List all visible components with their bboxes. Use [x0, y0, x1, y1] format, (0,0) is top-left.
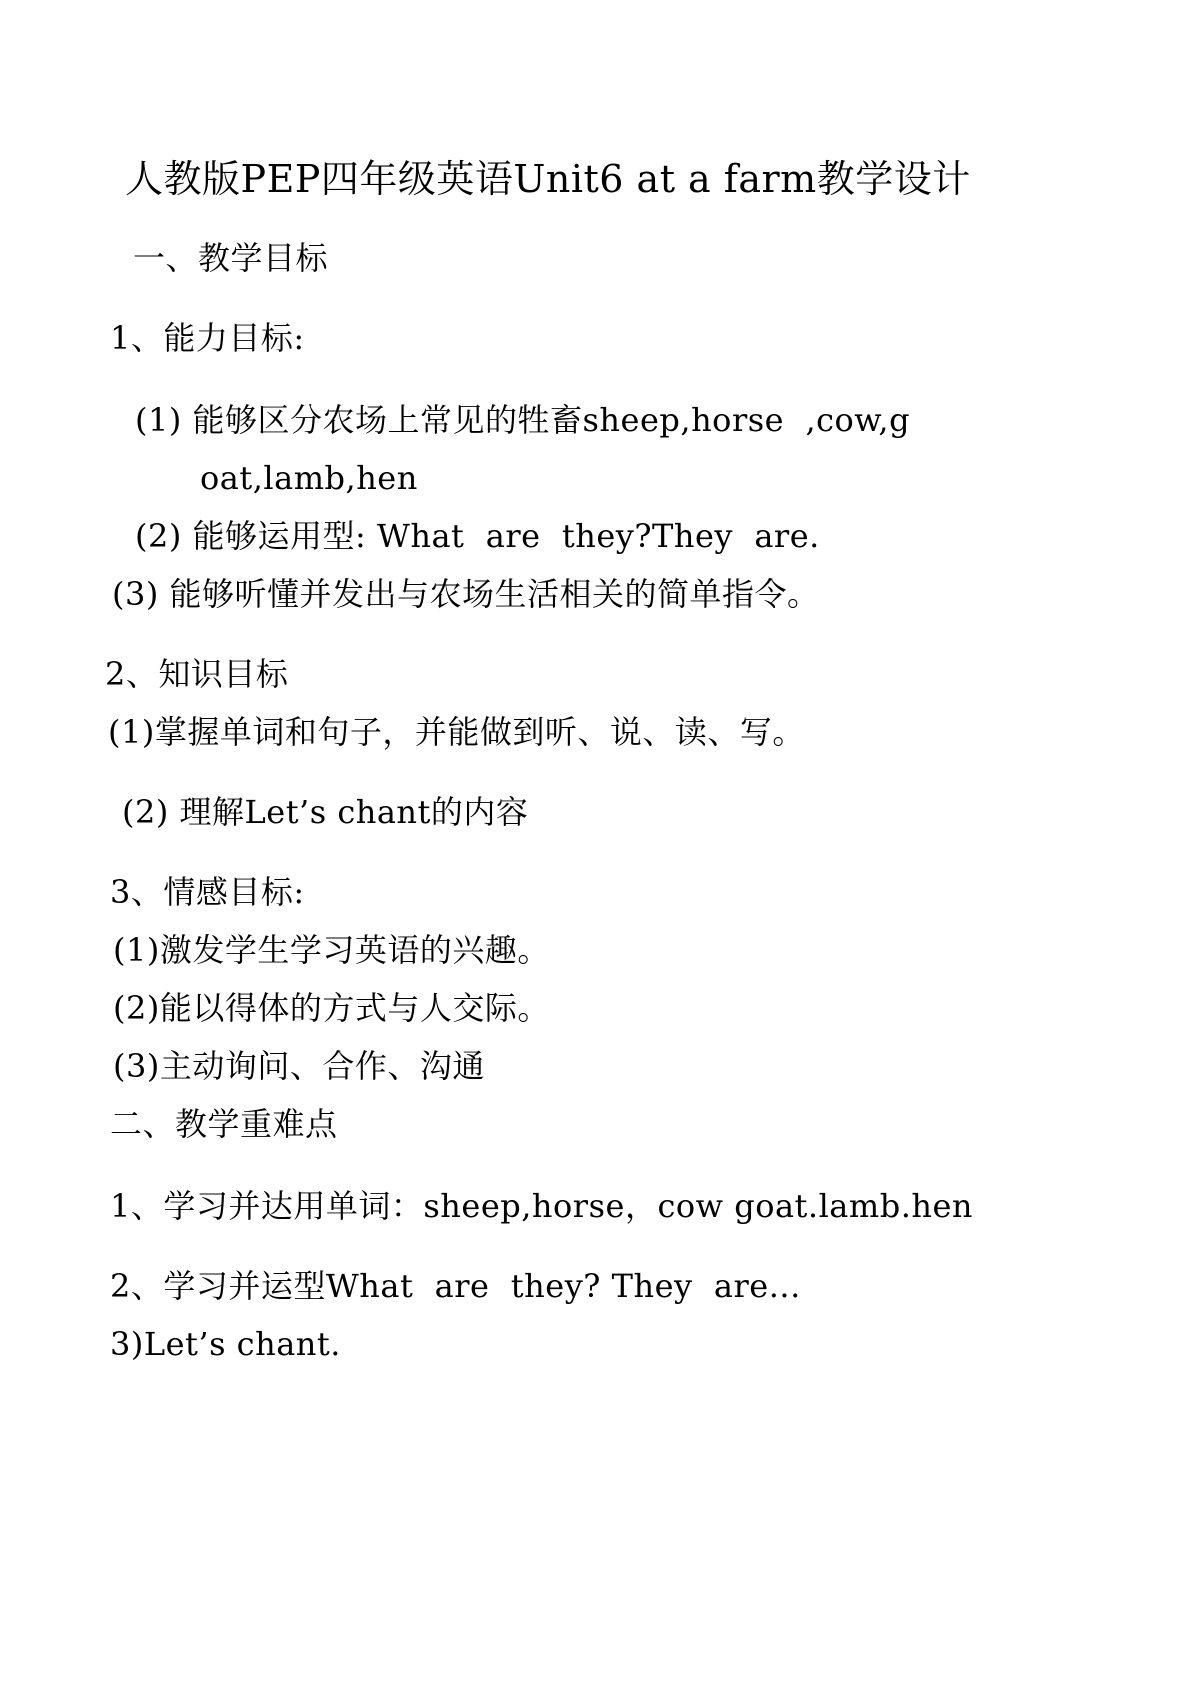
- subheading-knowledge-goals: 2、知识目标: [105, 655, 289, 693]
- ability-goal-3: (3) 能够听懂并发出与农场生活相关的简单指令。: [112, 575, 820, 613]
- ability-goal-1-continued: oat,lamb,hen: [200, 459, 418, 497]
- key-point-3: 3)Let’s chant.: [110, 1325, 341, 1363]
- section-heading-teaching-goals: 一、教学目标: [133, 239, 329, 277]
- emotional-goal-1: (1)激发学生学习英语的兴趣。: [113, 931, 550, 969]
- section-heading-key-points: 二、教学重难点: [110, 1105, 338, 1143]
- knowledge-goal-2: (2) 理解Let’s chant的内容: [122, 793, 529, 831]
- document-title: 人教版PEP四年级英语Unit6 at a farm教学设计: [125, 157, 971, 201]
- emotional-goal-3: (3)主动询问、合作、沟通: [113, 1047, 485, 1085]
- subheading-ability-goals: 1、能力目标:: [110, 319, 305, 357]
- key-point-2: 2、学习并运型What are they? They are...: [110, 1267, 801, 1305]
- knowledge-goal-1: (1)掌握单词和句子，并能做到听、说、读、写。: [108, 713, 805, 751]
- subheading-emotional-goals: 3、情感目标:: [110, 873, 305, 911]
- emotional-goal-2: (2)能以得体的方式与人交际。: [113, 989, 550, 1027]
- ability-goal-2: (2) 能够运用型: What are they?They are.: [135, 517, 820, 555]
- ability-goal-1: (1) 能够区分农场上常见的牲畜sheep,horse ,cow,g: [135, 401, 911, 439]
- key-point-1: 1、学习并达用单词：sheep,horse，cow goat.lamb.hen: [110, 1187, 974, 1225]
